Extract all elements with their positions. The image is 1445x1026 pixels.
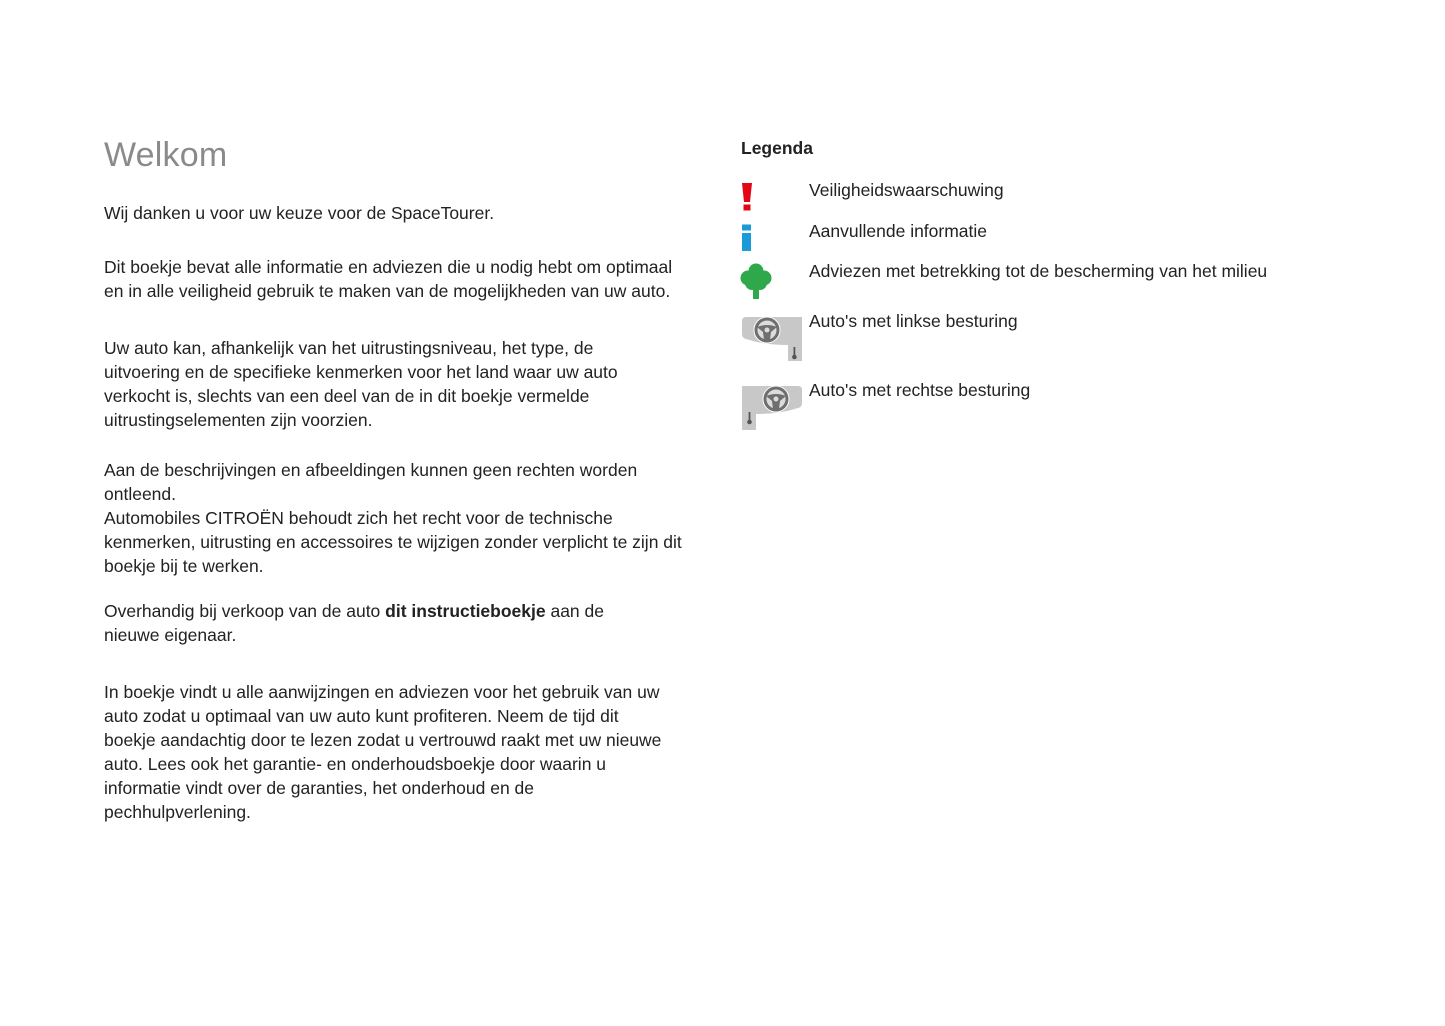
paragraph-equipment: Uw auto kan, afhankelijk van het uitrustingsniveau, het type, de uitvoering en de specifieke kenmerken voor het land waar uw auto verkocht is, slechts van een deel van de in dit boekje vermelde uitrustingselementen zijn voorzien. [104,338,618,430]
legend-label: Adviezen met betrekking tot de bescherming van het milieu [809,261,1268,281]
tree-icon [740,263,772,300]
legend-label: Aanvullende informatie [809,221,988,241]
legend-label: Auto's met rechtse besturing [809,380,1031,400]
legend-label: Veiligheidswaarschuwing [809,180,1004,200]
page-title: Welkom [104,136,228,174]
legend-title: Legenda [741,138,813,158]
left-hand-drive-icon [740,313,804,363]
right-hand-drive-icon [740,382,804,432]
info-icon [740,224,754,252]
paragraph-hand-over [104,599,664,647]
rights-line-1: Aan de beschrijvingen en afbeeldingen kunnen geen rechten worden ontleend. [104,460,638,504]
legend-label: Auto's met linkse besturing [809,311,1018,331]
paragraph-booklet-contents: Dit boekje bevat alle informatie en adviezen die u nodig hebt om optimaal en in alle veiligheid gebruik te maken van de mogelijkheden van uw auto. [104,257,673,301]
rights-line-2: Automobiles CITROËN behoudt zich het recht voor de technische kenmerken, uitrusting en accessoires te wijzigen zonder verplicht te zijn dit boekje bij te werken. [104,508,682,576]
exclamation-icon [740,182,754,212]
hand-over-text-after: aan de nieuwe eigenaar. [104,601,604,645]
hand-over-text-before: Overhandig bij verkoop van de auto [104,601,386,621]
paragraph-usage: In boekje vindt u alle aanwijzingen en adviezen voor het gebruik van uw auto zodat u optimaal van uw auto kunt profiteren. Neem de tijd dit boekje aandachtig door te lezen zodat u vertrouwd raakt met uw nieuwe auto. Lees ook het garantie- en onderhoudsboekje door waarin u informatie vindt over de garanties, het onderhoud en de pechhulpverlening. [104,682,662,822]
hand-over-bold: dit instructieboekje [385,601,546,621]
paragraph-thanks: Wij danken u voor uw keuze voor de SpaceTourer. [104,203,495,223]
paragraph-rights [104,458,694,578]
